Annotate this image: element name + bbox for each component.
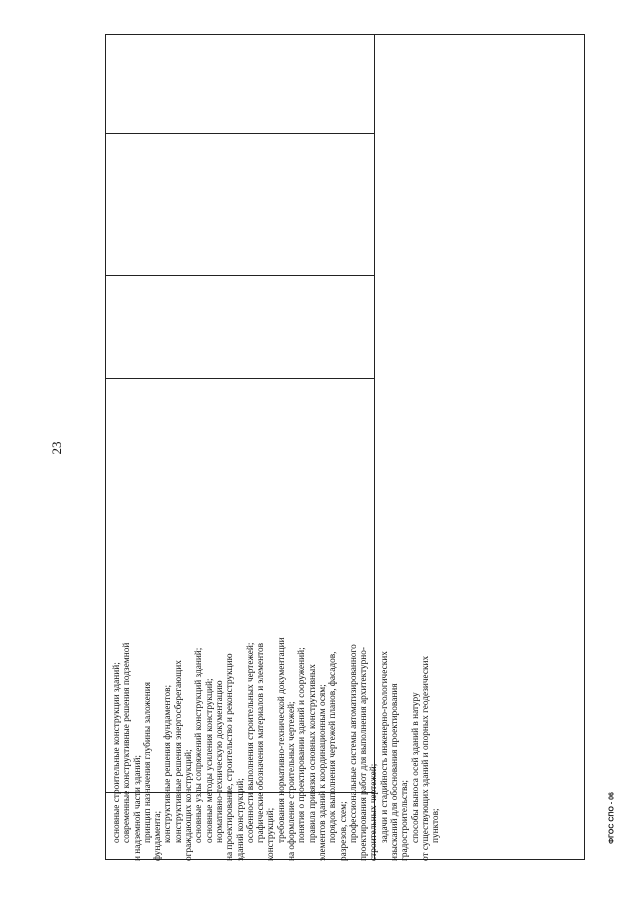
content-line: разрезов, схем;	[338, 801, 349, 861]
page-number: 23	[49, 441, 64, 455]
content-line: конструктивные решения фундаментов;	[163, 684, 174, 843]
knowledge-requirements-cell	[112, 486, 474, 861]
content-line: и надземной части зданий;	[132, 754, 143, 861]
document-code: ФГОС СПО - 06	[608, 792, 616, 844]
table-divider	[106, 378, 374, 379]
content-line: элементов зданий к координационным осям;	[317, 684, 328, 861]
content-line: требования нормативно-технической документации	[276, 637, 287, 843]
content-line: строительных чертежей;	[369, 763, 380, 861]
content-line: основные строительные конструкции зданий;	[112, 662, 122, 843]
content-line: конструкций;	[266, 807, 277, 861]
content-line: основные методы усиления конструкций;	[204, 678, 215, 843]
content-line: конструктивные решения энергосберегающих	[173, 660, 184, 843]
rotated-table	[105, 34, 585, 860]
content-line: понятия о проектировании зданий и сооружений;	[297, 647, 308, 843]
content-line: нормативно-техническую документацию	[214, 680, 225, 843]
content-line: пунктов;	[431, 808, 442, 843]
content-line: современные конструктивные решения подземной	[122, 642, 133, 843]
content-line: графические обозначения материалов и элементов	[256, 642, 267, 843]
content-line: особенности выполнения строительных чертежей;	[245, 642, 256, 843]
content-line: от существующих зданий и опорных геодезических	[420, 655, 431, 861]
content-line: на оформление строительных чертежей;	[287, 701, 298, 861]
content-line: профессиональные системы автоматизированного	[348, 644, 359, 843]
content-line: зданий конструкций;	[235, 778, 246, 861]
content-line: проектирования работ для выполнения архитектурно-	[359, 647, 370, 861]
table-divider	[106, 275, 374, 276]
table-divider	[106, 133, 374, 134]
content-line: принцип назначения глубины заложения	[142, 681, 153, 843]
content-line: изысканий для обоснования проектирования	[390, 683, 401, 861]
content-line: способы выноса осей зданий в натуру	[410, 692, 421, 843]
content-line: правила привязки основных конструктивных	[307, 664, 318, 843]
content-line: градостроительства;	[400, 779, 411, 861]
content-line: ограждающих конструкций;	[184, 749, 195, 861]
content-line: задачи и стадийность инженерно-геологических	[379, 651, 390, 843]
content-line: основные узлы сопряжений конструкций зданий;	[194, 647, 205, 843]
content-line: фундамента;	[153, 810, 164, 861]
content-line: на проектирование, строительство и реконструкцию	[225, 653, 236, 861]
content-line: порядок выполнения чертежей планов, фасадов,	[328, 651, 339, 843]
